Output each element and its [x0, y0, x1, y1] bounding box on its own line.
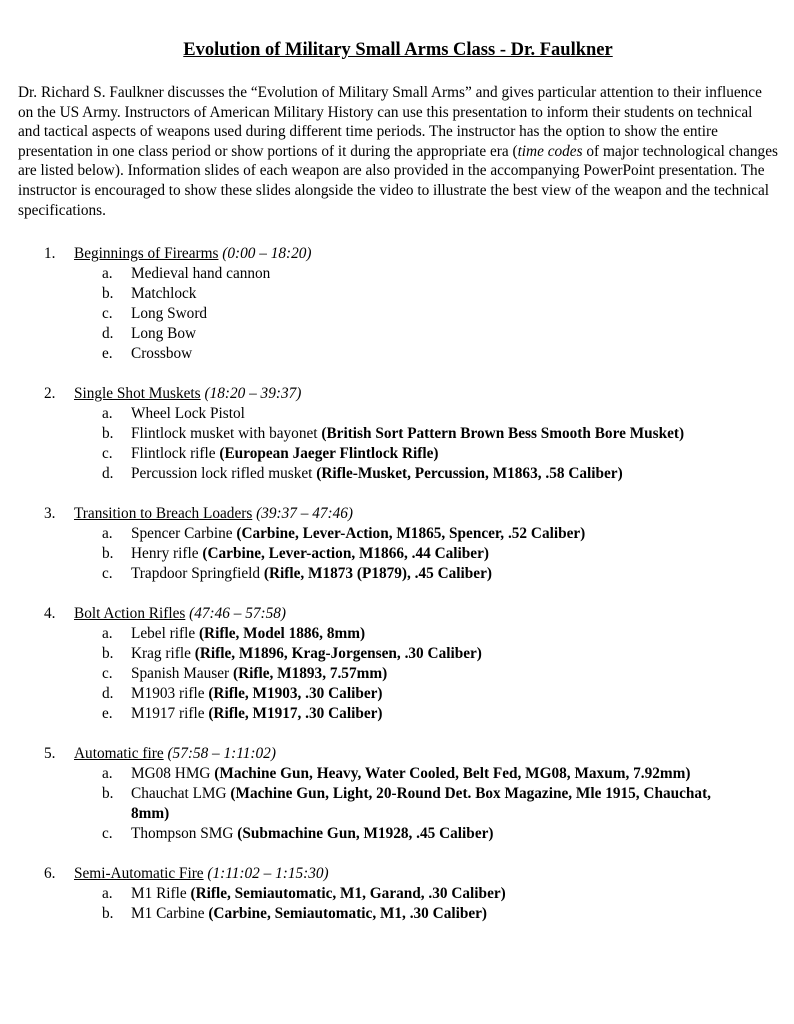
section-title: Single Shot Muskets	[74, 385, 201, 403]
weapon-letter: a.	[102, 885, 113, 903]
weapon-text	[131, 284, 196, 304]
section-list	[18, 244, 778, 924]
weapon-spec: (Rifle, M1873 (P1879), .45 Caliber)	[263, 565, 492, 583]
weapon-text	[131, 264, 270, 284]
weapon-letter: a.	[102, 525, 113, 543]
weapon-letter: c.	[102, 305, 113, 323]
section-number: 5.	[44, 745, 56, 763]
weapon-name: M1917 rifle	[131, 705, 209, 723]
weapon-text	[131, 684, 383, 704]
weapon-letter: b.	[102, 645, 114, 663]
weapon-name: Crossbow	[131, 345, 193, 363]
weapon-item	[18, 704, 778, 724]
weapon-letter: a.	[102, 405, 113, 423]
weapon-name: Percussion lock rifled musket	[131, 465, 317, 483]
weapon-letter: c.	[102, 445, 113, 463]
weapon-letter: e.	[102, 705, 113, 723]
weapon-name: Krag rifle	[131, 645, 195, 663]
weapon-text	[131, 824, 494, 844]
weapon-text	[131, 904, 487, 924]
document-title: Evolution of Military Small Arms Class - Dr. Faulkner	[183, 40, 613, 60]
weapon-text	[131, 704, 383, 724]
section-heading	[18, 244, 778, 264]
section-number: 3.	[44, 505, 56, 523]
weapon-item	[18, 324, 778, 344]
weapon-spec: (Carbine, Lever-Action, M1865, Spencer, .52 Caliber)	[236, 525, 586, 543]
section-title: Automatic fire	[74, 745, 164, 763]
weapon-name: Flintlock musket with bayonet	[131, 425, 322, 443]
weapon-text	[131, 544, 489, 564]
weapon-spec: (Rifle, M1893, 7.57mm)	[232, 665, 388, 683]
weapon-item	[18, 784, 778, 824]
weapon-item	[18, 344, 778, 364]
section-item	[18, 604, 778, 724]
weapon-name: M1903 rifle	[131, 685, 209, 703]
section-time-code: (0:00 – 18:20)	[222, 245, 312, 263]
weapon-item	[18, 884, 778, 904]
weapon-item	[18, 904, 778, 924]
section-time-code: (39:37 – 47:46)	[256, 505, 353, 523]
weapon-spec: (European Jaeger Flintlock Rifle)	[219, 445, 439, 463]
weapon-letter: d.	[102, 685, 114, 703]
weapon-spec: (Rifle, Semiautomatic, M1, Garand, .30 Caliber)	[190, 885, 506, 903]
weapon-text	[131, 344, 192, 364]
weapon-spec: (Rifle, M1917, .30 Caliber)	[208, 705, 383, 723]
weapon-letter: c.	[102, 565, 113, 583]
weapon-list	[18, 524, 778, 584]
weapon-item	[18, 664, 778, 684]
weapon-letter: b.	[102, 285, 114, 303]
weapon-letter: c.	[102, 665, 113, 683]
weapon-item	[18, 304, 778, 324]
intro-text-part2: of major technological changes are listed below). Information slides of each weapon are also provided in the accompanying PowerPoint presentation. The instructor is encouraged to show these slides alongside the video to illustrate the best view of the weapon and the technical specifications.	[18, 142, 778, 219]
section-number: 4.	[44, 605, 56, 623]
weapon-list	[18, 404, 778, 484]
weapon-name: Long Sword	[131, 305, 208, 323]
intro-text-part1: Dr. Richard S. Faulkner discusses the “Evolution of Military Small Arms” and gives particular attention to their influence on the US Army. Instructors of American Military History can use this presentation to inform their students on technical and tactical aspects of weapons used during different time periods. The instructor has the option to show the entire presentation in one class period or show portions of it during the appropriate era (	[18, 84, 762, 160]
weapon-text	[131, 644, 482, 664]
weapon-item	[18, 524, 778, 544]
weapon-name: Flintlock rifle	[131, 445, 220, 463]
weapon-name: Henry rifle	[131, 545, 203, 563]
weapon-text	[131, 664, 387, 684]
weapon-item	[18, 544, 778, 564]
section-time-code: (18:20 – 39:37)	[204, 385, 302, 403]
weapon-item	[18, 404, 778, 424]
weapon-spec: (Machine Gun, Heavy, Water Cooled, Belt Fed, MG08, Maxum, 7.92mm)	[214, 765, 691, 783]
weapon-name: Matchlock	[131, 285, 197, 303]
weapon-spec: (British Sort Pattern Brown Bess Smooth Bore Musket)	[321, 425, 685, 443]
weapon-letter: e.	[102, 345, 113, 363]
section-heading	[18, 604, 778, 624]
weapon-list	[18, 764, 778, 844]
section-time-code: (57:58 – 1:11:02)	[167, 745, 276, 763]
section-heading	[18, 384, 778, 404]
weapon-list	[18, 264, 778, 364]
weapon-name: M1 Rifle	[131, 885, 191, 903]
weapon-item	[18, 564, 778, 584]
weapon-text	[131, 624, 365, 644]
weapon-letter: b.	[102, 545, 114, 563]
weapon-letter: b.	[102, 425, 114, 443]
section-item	[18, 504, 778, 584]
weapon-spec: (Submachine Gun, M1928, .45 Caliber)	[237, 825, 494, 843]
weapon-letter: a.	[102, 625, 113, 643]
weapon-name: Chauchat LMG	[131, 785, 231, 803]
weapon-letter: d.	[102, 325, 114, 343]
weapon-text	[131, 784, 721, 824]
weapon-item	[18, 264, 778, 284]
weapon-item	[18, 764, 778, 784]
section-heading	[18, 864, 778, 884]
weapon-name: MG08 HMG	[131, 765, 215, 783]
section-title: Bolt Action Rifles	[74, 605, 186, 623]
weapon-item	[18, 444, 778, 464]
weapon-text	[131, 404, 245, 424]
section-item	[18, 384, 778, 484]
section-item	[18, 744, 778, 844]
weapon-item	[18, 464, 778, 484]
weapon-name: Spencer Carbine	[131, 525, 237, 543]
section-number: 2.	[44, 385, 56, 403]
weapon-spec: (Rifle, M1896, Krag-Jorgensen, .30 Caliber)	[194, 645, 482, 663]
weapon-name: Lebel rifle	[131, 625, 199, 643]
weapon-item	[18, 424, 778, 444]
weapon-name: M1 Carbine	[131, 905, 209, 923]
section-item	[18, 864, 778, 924]
weapon-item	[18, 624, 778, 644]
intro-italic: time codes	[517, 142, 583, 160]
weapon-name: Wheel Lock Pistol	[131, 405, 245, 423]
section-item	[18, 244, 778, 364]
intro-paragraph	[18, 83, 778, 220]
weapon-letter: b.	[102, 785, 114, 803]
weapon-name: Spanish Mauser	[131, 665, 233, 683]
weapon-list	[18, 624, 778, 724]
weapon-item	[18, 644, 778, 664]
weapon-letter: c.	[102, 825, 113, 843]
section-heading	[18, 504, 778, 524]
weapon-text	[131, 524, 585, 544]
document-page	[18, 38, 778, 944]
section-number: 6.	[44, 865, 56, 883]
weapon-text	[131, 444, 438, 464]
weapon-spec: (Carbine, Semiautomatic, M1, .30 Caliber)	[208, 905, 488, 923]
weapon-text	[131, 424, 684, 444]
section-time-code: (1:11:02 – 1:15:30)	[207, 865, 329, 883]
weapon-name: Long Bow	[131, 325, 197, 343]
weapon-item	[18, 824, 778, 844]
weapon-text	[131, 464, 623, 484]
weapon-text	[131, 324, 196, 344]
weapon-letter: d.	[102, 465, 114, 483]
section-time-code: (47:46 – 57:58)	[189, 605, 287, 623]
weapon-text	[131, 304, 207, 324]
section-title: Semi-Automatic Fire	[74, 865, 204, 883]
weapon-spec: (Rifle, M1903, .30 Caliber)	[208, 685, 383, 703]
weapon-letter: a.	[102, 265, 113, 283]
weapon-text	[131, 564, 492, 584]
weapon-text	[131, 764, 690, 784]
section-title: Beginnings of Firearms	[74, 245, 219, 263]
weapon-letter: b.	[102, 905, 114, 923]
section-title: Transition to Breach Loaders	[74, 505, 253, 523]
weapon-letter: a.	[102, 765, 113, 783]
weapon-text	[131, 884, 506, 904]
weapon-spec: (Machine Gun, Light, 20-Round Det. Box Magazine, Mle 1915, Chauchat, 8mm)	[131, 785, 712, 823]
section-number: 1.	[44, 245, 56, 263]
weapon-name: Medieval hand cannon	[131, 265, 271, 283]
weapon-spec: (Carbine, Lever-action, M1866, .44 Caliber)	[202, 545, 489, 563]
weapon-item	[18, 684, 778, 704]
weapon-spec: (Rifle, Model 1886, 8mm)	[198, 625, 366, 643]
section-heading	[18, 744, 778, 764]
weapon-spec: (Rifle-Musket, Percussion, M1863, .58 Caliber)	[316, 465, 623, 483]
weapon-name: Thompson SMG	[131, 825, 238, 843]
weapon-item	[18, 284, 778, 304]
weapon-name: Trapdoor Springfield	[131, 565, 264, 583]
weapon-list	[18, 884, 778, 924]
